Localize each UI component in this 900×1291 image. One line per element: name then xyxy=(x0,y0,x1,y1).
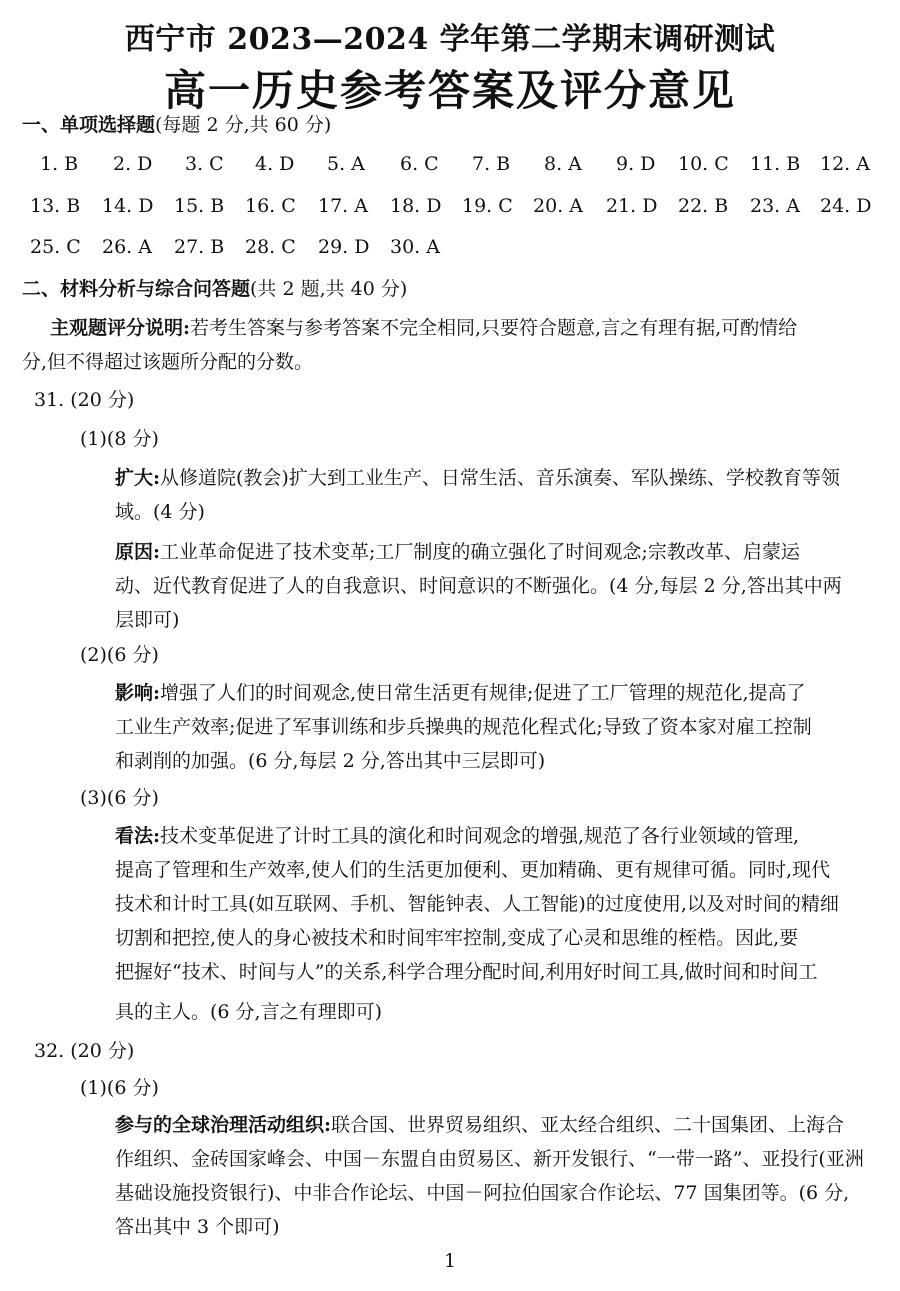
answer-item: 29. D xyxy=(318,236,370,258)
q31-view-line: 技术和计时工具(如互联网、手机、智能钟表、人工智能)的过度使用,以及对时间的精细 xyxy=(115,893,839,915)
q31-view-line: 具的主人。(6 分,言之有理即可) xyxy=(115,1001,382,1023)
answer-item: 7. B xyxy=(472,153,511,175)
document-subtitle: 高一历史参考答案及评分意见 xyxy=(163,66,736,115)
answer-grid xyxy=(0,0,900,300)
section2-note: (共 2 题,共 40 分) xyxy=(250,278,408,300)
answer-item: 10. C xyxy=(678,153,729,175)
answer-item: 24. D xyxy=(820,195,872,217)
answer-item: 1. B xyxy=(40,153,79,175)
q31-expand-line: 域。(4 分) xyxy=(115,501,205,523)
q32-org-line: 答出其中 3 个即可) xyxy=(115,1216,280,1238)
answer-item: 20. A xyxy=(533,195,583,217)
answer-item: 6. C xyxy=(400,153,439,175)
q31-view-line xyxy=(115,823,799,849)
section2-heading xyxy=(22,276,407,302)
q31-reason-label: 原因: xyxy=(115,541,161,563)
q31-part2-heading: (2)(6 分) xyxy=(80,644,159,666)
answer-item: 9. D xyxy=(616,153,656,175)
q31-part3-heading: (3)(6 分) xyxy=(80,787,159,809)
question-32-heading: 32. (20 分) xyxy=(34,1040,135,1062)
document-title: 西宁市 2023—2024 学年第二学期末调研测试 xyxy=(124,22,776,57)
q31-reason-line xyxy=(115,539,800,565)
q31-impact-line: 工业生产效率;促进了军事训练和步兵操典的规范化程式化;导致了资本家对雇工控制 xyxy=(115,716,812,738)
answer-item: 14. D xyxy=(102,195,154,217)
answer-item: 2. D xyxy=(113,153,153,175)
q32-part1-heading: (1)(6 分) xyxy=(80,1077,159,1099)
q31-impact-label: 影响: xyxy=(115,682,161,704)
answer-item: 18. D xyxy=(390,195,442,217)
q31-expand-line xyxy=(115,465,840,491)
scoring-rule-text: 若考生答案与参考答案不完全相同,只要符合题意,言之有理有据,可酌情给 xyxy=(190,317,798,339)
q31-view-text: 技术变革促进了计时工具的演化和时间观念的增强,规范了各行业领域的管理, xyxy=(160,825,800,847)
answer-item: 17. A xyxy=(318,195,368,217)
q32-org-line: 作组织、金砖国家峰会、中国－东盟自由贸易区、新开发银行、“一带一路”、亚投行(亚洲 xyxy=(115,1148,864,1170)
answer-item: 13. B xyxy=(30,195,81,217)
q31-impact-line xyxy=(115,680,806,706)
answer-item: 4. D xyxy=(255,153,295,175)
answer-item: 28. C xyxy=(245,236,296,258)
q31-view-line: 把握好“技术、时间与人”的关系,科学合理分配时间,利用好时间工具,做时间和时间工 xyxy=(115,961,818,983)
answer-item: 16. C xyxy=(245,195,296,217)
q32-org-line xyxy=(115,1112,844,1138)
section1-note: (每题 2 分,共 60 分) xyxy=(155,114,332,136)
q31-expand-text: 从修道院(教会)扩大到工业生产、日常生活、音乐演奏、军队操练、学校教育等领 xyxy=(160,467,840,489)
q32-org-label: 参与的全球治理活动组织: xyxy=(115,1114,332,1136)
answer-item: 23. A xyxy=(750,195,800,217)
q31-impact-text: 增强了人们的时间观念,使日常生活更有规律;促进了工厂管理的规范化,提高了 xyxy=(160,682,806,704)
q32-org-line: 基础设施投资银行)、中非合作论坛、中国－阿拉伯国家合作论坛、77 国集团等。(6 分, xyxy=(115,1182,850,1204)
answer-item: 30. A xyxy=(390,236,440,258)
page-number: 1 xyxy=(443,1250,457,1272)
q31-part1-heading: (1)(8 分) xyxy=(80,428,159,450)
q31-expand-label: 扩大: xyxy=(115,467,161,489)
q32-org-text: 联合国、世界贸易组织、亚太经合组织、二十国集团、上海合 xyxy=(331,1114,845,1136)
answer-item: 12. A xyxy=(820,153,870,175)
q31-reason-text: 工业革命促进了技术变革;工厂制度的确立强化了时间观念;宗教改革、启蒙运 xyxy=(160,541,800,563)
q31-view-label: 看法: xyxy=(115,825,161,847)
q31-view-line: 切割和把控,使人的身心被技术和时间牢牢控制,变成了心灵和思维的桎梏。因此,要 xyxy=(115,927,799,949)
answer-item: 15. B xyxy=(174,195,225,217)
answer-item: 11. B xyxy=(750,153,801,175)
answer-item: 26. A xyxy=(102,236,152,258)
answer-item: 19. C xyxy=(462,195,513,217)
answer-item: 22. B xyxy=(678,195,729,217)
q31-reason-line: 层即可) xyxy=(115,609,180,631)
section2-title: 二、材料分析与综合问答题 xyxy=(22,278,251,300)
section1-title: 一、单项选择题 xyxy=(22,114,156,136)
scoring-rule-line: 分,但不得超过该题所分配的分数。 xyxy=(22,351,314,373)
answer-item: 25. C xyxy=(30,236,81,258)
q31-impact-line: 和剥削的加强。(6 分,每层 2 分,答出其中三层即可) xyxy=(115,750,546,772)
answer-item: 5. A xyxy=(327,153,365,175)
q31-view-line: 提高了管理和生产效率,使人们的生活更加便利、更加精确、更有规律可循。同时,现代 xyxy=(115,859,831,881)
answer-item: 8. A xyxy=(544,153,582,175)
q31-reason-line: 动、近代教育促进了人的自我意识、时间意识的不断强化。(4 分,每层 2 分,答出其中两 xyxy=(115,575,842,597)
scoring-rule-label: 主观题评分说明: xyxy=(50,317,191,339)
answer-item: 27. B xyxy=(174,236,225,258)
question-31-heading: 31. (20 分) xyxy=(34,389,135,411)
answer-item: 21. D xyxy=(606,195,658,217)
scoring-rule-line xyxy=(50,315,797,341)
answer-item: 3. C xyxy=(185,153,224,175)
